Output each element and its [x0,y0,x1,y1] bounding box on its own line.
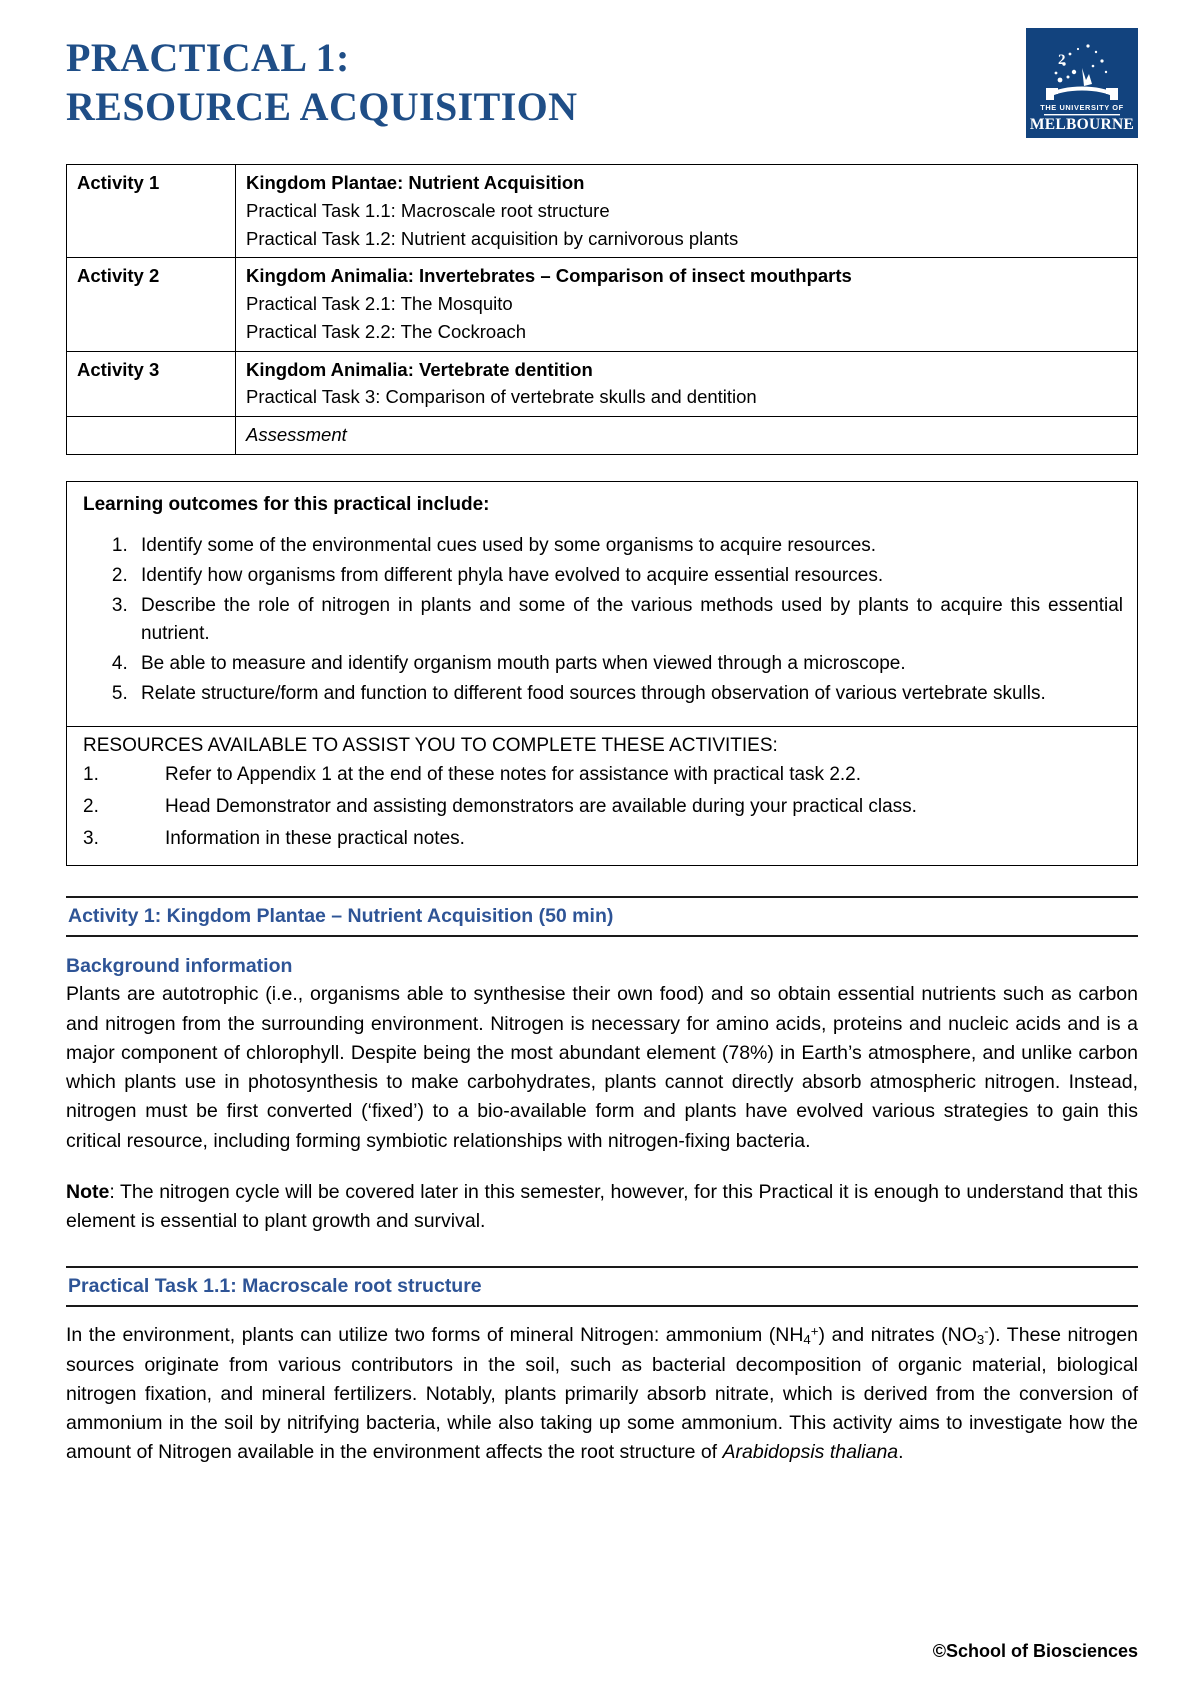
activity-task: Practical Task 1.1: Macroscale root structure [246,199,610,221]
list-item: 3. Describe the role of nitrogen in plants and some of the various methods used by plants to acquire this essential nutrient. [133,592,1123,650]
resource-text: Information in these practical notes. [165,827,465,849]
table-row [67,165,1138,258]
activity-content [236,258,1138,351]
formula-nh4-subscript: 4 [803,1332,811,1348]
title-line-1: PRACTICAL 1: [66,35,350,80]
list-item [81,760,1123,791]
learning-outcomes-title: Learning outcomes for this practical include: [83,493,490,515]
svg-text:2: 2 [1058,52,1066,68]
activity-label: Activity 1 [67,165,236,258]
formula-nh4-superscript: + [810,1323,819,1339]
document-header [66,26,1138,152]
note-text: : The nitrogen cycle will be covered later in this semester, however, for this Practical it is enough to understand that this element is essential to plant growth and survival. [66,1180,1138,1233]
activity-heading: Kingdom Plantae: Nutrient Acquisition [246,172,585,193]
species-name: Arabidopsis thaliana [722,1441,899,1464]
resource-number: 3. [83,827,99,849]
logo-line2-text: MELBOURNE [1029,116,1135,133]
learning-outcomes-box [66,481,1138,727]
list-item: 1. Identify some of the environmental cues used by some organisms to acquire resources. [133,532,1123,561]
learning-outcomes-list [81,532,1123,709]
task11-heading-text: Practical Task 1.1: Macroscale root structure [68,1275,482,1298]
table-row [67,417,1138,455]
activity-content [236,165,1138,258]
resources-title: RESOURCES AVAILABLE TO ASSIST YOU TO COMPLETE THESE ACTIVITIES: [83,735,778,756]
resource-number: 2. [83,795,99,817]
resources-list [81,760,1123,854]
task11-text-part3: ). These nitrogen sources originate from various contributors in the soil, such as bacterial decomposition of organic material, biological nitrogen fixation, and mineral fertilizers. Notably, plants primarily absorb nitrate, which is derived from the conversion of ammonium in the soil by nitrifying bacteria, while also taking up some ammonium. This activity aims to investigate how the amount of Nitrogen available in the environment affects the root structure of [66,1324,1138,1464]
list-item [81,824,1123,855]
resources-box [66,727,1138,866]
resource-number: 1. [83,764,99,785]
activity-label [67,417,236,455]
task11-text-part1: In the environment, plants can utilize two forms of mineral Nitrogen: ammonium (NH [66,1324,804,1347]
list-item: 5. Relate structure/form and function to different food sources through observation of various vertebrate skulls. [133,680,1123,709]
resource-text: Head Demonstrator and assisting demonstrators are available during your practical class. [165,795,917,817]
logo-crest-icon [1026,28,1138,138]
logo-line1-text: THE UNIVERSITY OF [1040,103,1124,112]
task11-section-heading [66,1266,1138,1307]
formula-no3-subscript: 3 [976,1332,985,1348]
table-row [67,258,1138,351]
activity-task: Practical Task 2.2: The Cockroach [246,320,527,342]
activity-task: Practical Task 3: Comparison of vertebrate skulls and dentition [246,386,757,408]
activity-content [236,417,1138,455]
list-item: 4. Be able to measure and identify organism mouth parts when viewed through a microscope. [133,650,1123,679]
title-line-2: RESOURCE ACQUISITION [66,83,578,129]
activity1-heading-text: Activity 1: Kingdom Plantae – Nutrient Acquisition (50 min) [68,905,614,928]
activity-table-body [67,165,1138,455]
page-title [66,26,1138,132]
list-item: 2. Identify how organisms from different phyla have evolved to acquire essential resources. [133,562,1123,591]
page-footer: ©School of Biosciences [932,1641,1138,1661]
task11-text-end: . [898,1441,904,1464]
activity-content [236,351,1138,417]
table-row [67,351,1138,417]
activity-heading: Kingdom Animalia: Vertebrate dentition [246,358,593,380]
activity-overview-table [66,164,1138,455]
activity1-section-heading [66,896,1138,937]
background-information-heading: Background information [66,955,293,978]
activity-task: Practical Task 2.1: The Mosquito [246,293,513,314]
task11-text-part2: ) and nitrates (NO [818,1324,977,1347]
list-item [81,792,1123,823]
background-information-text: Plants are autotrophic (i.e., organisms able to synthesise their own food) and so obtain essential nutrients such as carbon and nitrogen from the surrounding environment. Nitrogen is necessary for amino acids, proteins and nucleic acids and is a major component of chlorophyll. Despite being the most abundant element (78%) in Earth’s atmosphere, and unlike carbon which plants use in photosynthesis to make carbohydrates, plants cannot directly absorb atmospheric nitrogen. Instead, nitrogen must be first converted (‘fixed’) to a bio-available form and plants have evolved various strategies to gain this critical resource, including forming symbiotic relationships with nitrogen-fixing bacteria. [66,983,1138,1152]
note-paragraph [66,1178,1138,1237]
assessment-label: Assessment [246,424,347,445]
activity-task: Practical Task 1.2: Nutrient acquisition by carnivorous plants [246,227,739,249]
university-of-melbourne-logo [1026,28,1138,138]
task11-paragraph [66,1321,1138,1467]
activity-label: Activity 3 [67,351,236,417]
formula-no3-superscript: - [984,1323,989,1339]
activity-label: Activity 2 [67,258,236,351]
activity-heading: Kingdom Animalia: Invertebrates – Comparison of insect mouthparts [246,265,852,287]
note-label: Note [66,1180,110,1203]
resource-text: Refer to Appendix 1 at the end of these notes for assistance with practical task 2.2. [165,764,862,785]
